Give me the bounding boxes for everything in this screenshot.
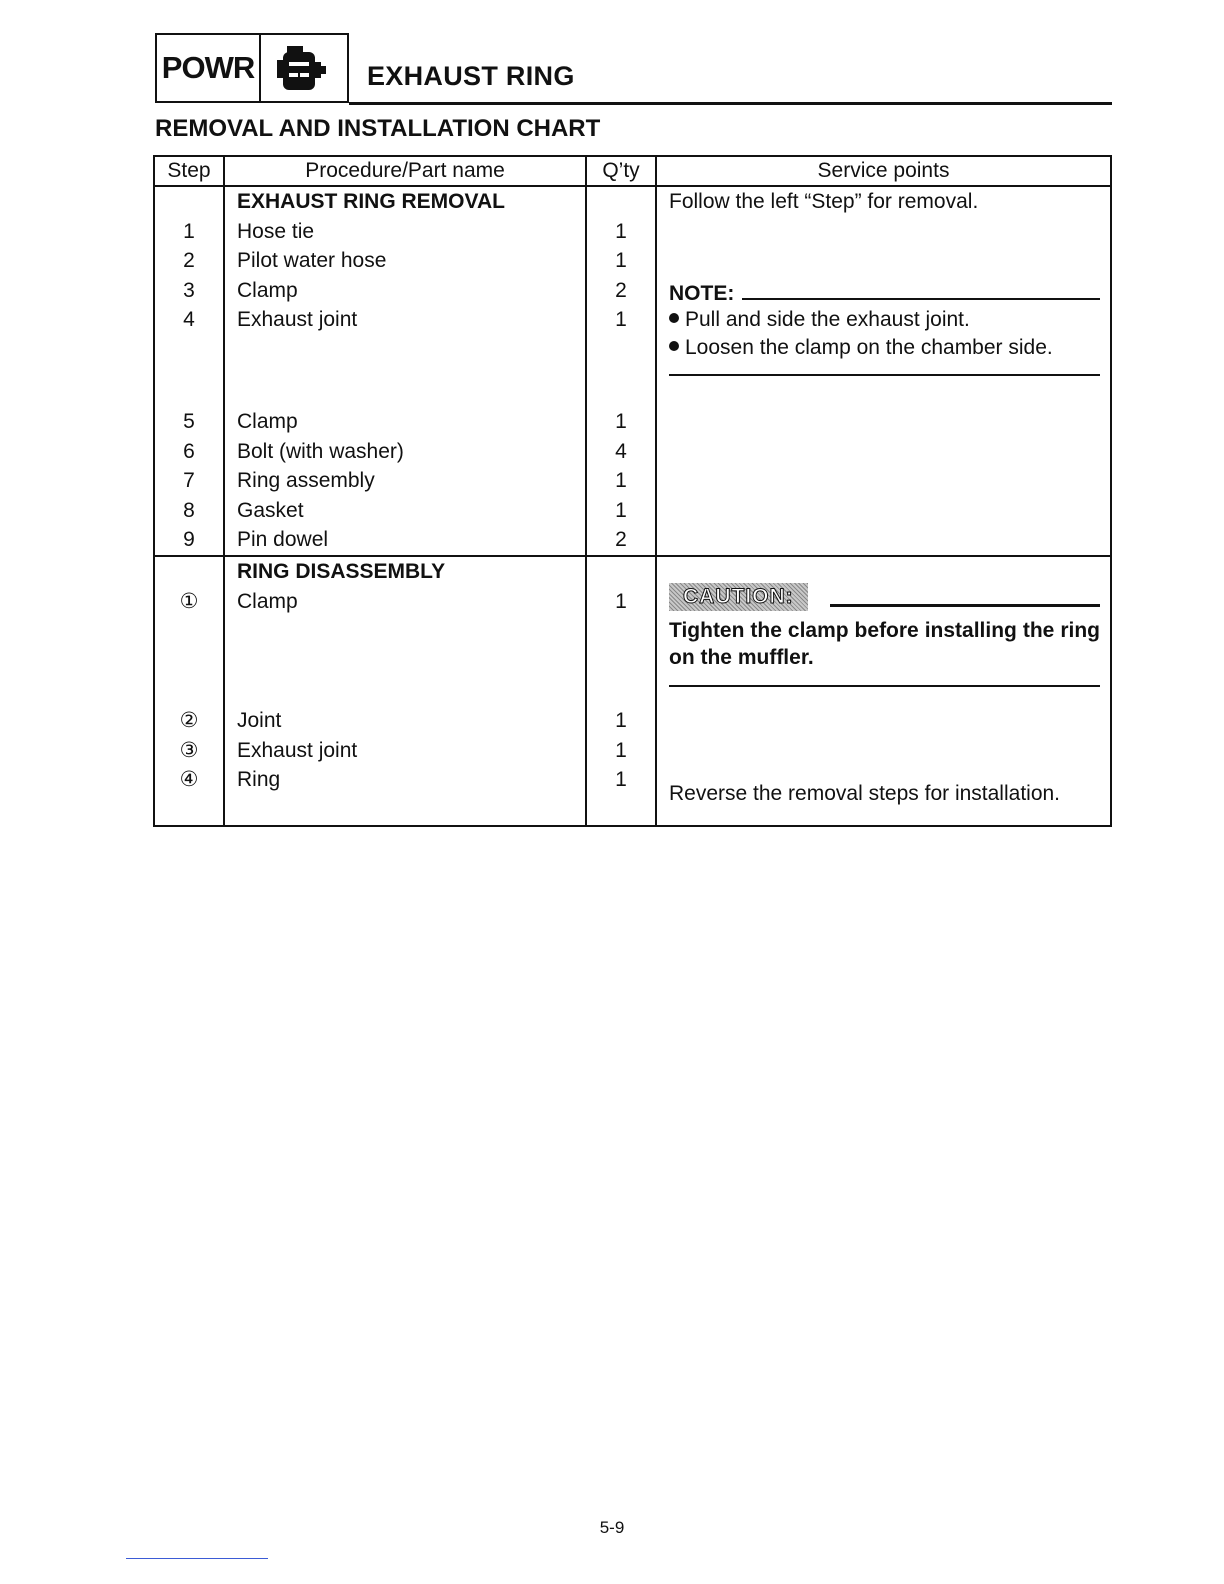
group-exhaust-ring-removal — [154, 186, 1111, 556]
step-number: 3 — [183, 278, 195, 302]
part-name: Clamp — [237, 589, 298, 613]
step-number: ① — [179, 589, 199, 613]
part-name: Pin dowel — [237, 528, 329, 552]
part-name: Joint — [237, 709, 282, 733]
quantity: 1 — [615, 219, 627, 243]
quantity: 4 — [615, 439, 627, 463]
note-bullet-text: Pull and side the exhaust joint. — [685, 307, 970, 331]
quantity: 1 — [615, 469, 627, 493]
quantity: 1 — [615, 589, 627, 613]
step-number: 4 — [183, 308, 195, 332]
quantity: 1 — [615, 738, 627, 762]
step-column — [154, 186, 224, 556]
note-bullet — [669, 306, 1100, 334]
page-header — [155, 33, 1112, 105]
note-end-rule — [669, 362, 1100, 376]
step-number: 7 — [183, 469, 195, 493]
note-label: NOTE: — [669, 281, 735, 305]
caution-rule — [830, 604, 1100, 607]
badge-text: POWR — [157, 35, 261, 101]
removal-installation-table — [153, 155, 1112, 827]
bullet-icon — [669, 313, 679, 323]
caution-end-rule — [669, 671, 1100, 687]
column-header-procedure: Procedure/Part name — [224, 156, 586, 186]
service-points-column — [656, 186, 1111, 556]
part-name: Ring — [237, 768, 281, 792]
quantity: 1 — [615, 498, 627, 522]
qty-column — [586, 186, 656, 556]
procedure-column — [224, 556, 586, 826]
caution-heading — [669, 571, 1100, 611]
part-name: Clamp — [237, 278, 298, 302]
service-points-column — [656, 556, 1111, 826]
group-ring-disassembly — [154, 556, 1111, 826]
column-header-step: Step — [154, 156, 224, 186]
part-name: Gasket — [237, 498, 304, 522]
step-number: 9 — [183, 528, 195, 552]
step-number: 6 — [183, 439, 195, 463]
service-intro: Follow the left “Step” for removal. — [669, 190, 979, 213]
quantity: 1 — [615, 249, 627, 273]
caution-label: CAUTION: — [669, 583, 808, 611]
group-heading: RING DISASSEMBLY — [237, 559, 446, 583]
footer-rule — [126, 1558, 268, 1559]
service-outro: Reverse the removal steps for installation. — [669, 781, 1061, 805]
quantity: 2 — [615, 528, 627, 552]
procedure-column — [224, 186, 586, 556]
group-heading: EXHAUST RING REMOVAL — [237, 190, 505, 213]
table-header-row — [154, 156, 1111, 186]
quantity: 1 — [615, 409, 627, 433]
step-number: ② — [179, 709, 199, 733]
part-name: Bolt (with washer) — [237, 439, 404, 463]
step-number: ③ — [179, 738, 199, 762]
quantity: 2 — [615, 278, 627, 302]
engine-icon — [261, 35, 347, 101]
quantity: 1 — [615, 308, 627, 332]
step-number: 2 — [183, 249, 195, 273]
part-name: Pilot water hose — [237, 249, 387, 273]
part-name: Clamp — [237, 409, 298, 433]
note-rule — [742, 298, 1100, 300]
note-heading — [669, 273, 1100, 306]
page-title: EXHAUST RING — [367, 61, 575, 91]
column-header-service-points: Service points — [656, 156, 1111, 186]
quantity: 1 — [615, 709, 627, 733]
step-column — [154, 556, 224, 826]
note-bullet — [669, 334, 1100, 362]
note-bullet-text: Loosen the clamp on the chamber side. — [685, 335, 1053, 359]
part-name: Exhaust joint — [237, 738, 358, 762]
caution-text: Tighten the clamp before installing the ring on the muffler. — [669, 618, 1100, 669]
chart-subtitle: REMOVAL AND INSTALLATION CHART — [155, 115, 601, 142]
step-number: ④ — [179, 768, 199, 792]
quantity: 1 — [615, 768, 627, 792]
header-rule — [349, 102, 1112, 105]
step-number: 5 — [183, 409, 195, 433]
part-name: Exhaust joint — [237, 308, 358, 332]
step-number: 8 — [183, 498, 195, 522]
qty-column — [586, 556, 656, 826]
bullet-icon — [669, 341, 679, 351]
step-number: 1 — [183, 219, 195, 243]
section-badge — [155, 33, 349, 103]
part-name: Hose tie — [237, 219, 315, 243]
page-number: 5-9 — [599, 1518, 625, 1537]
part-name: Ring assembly — [237, 469, 375, 493]
column-header-qty: Q’ty — [586, 156, 656, 186]
